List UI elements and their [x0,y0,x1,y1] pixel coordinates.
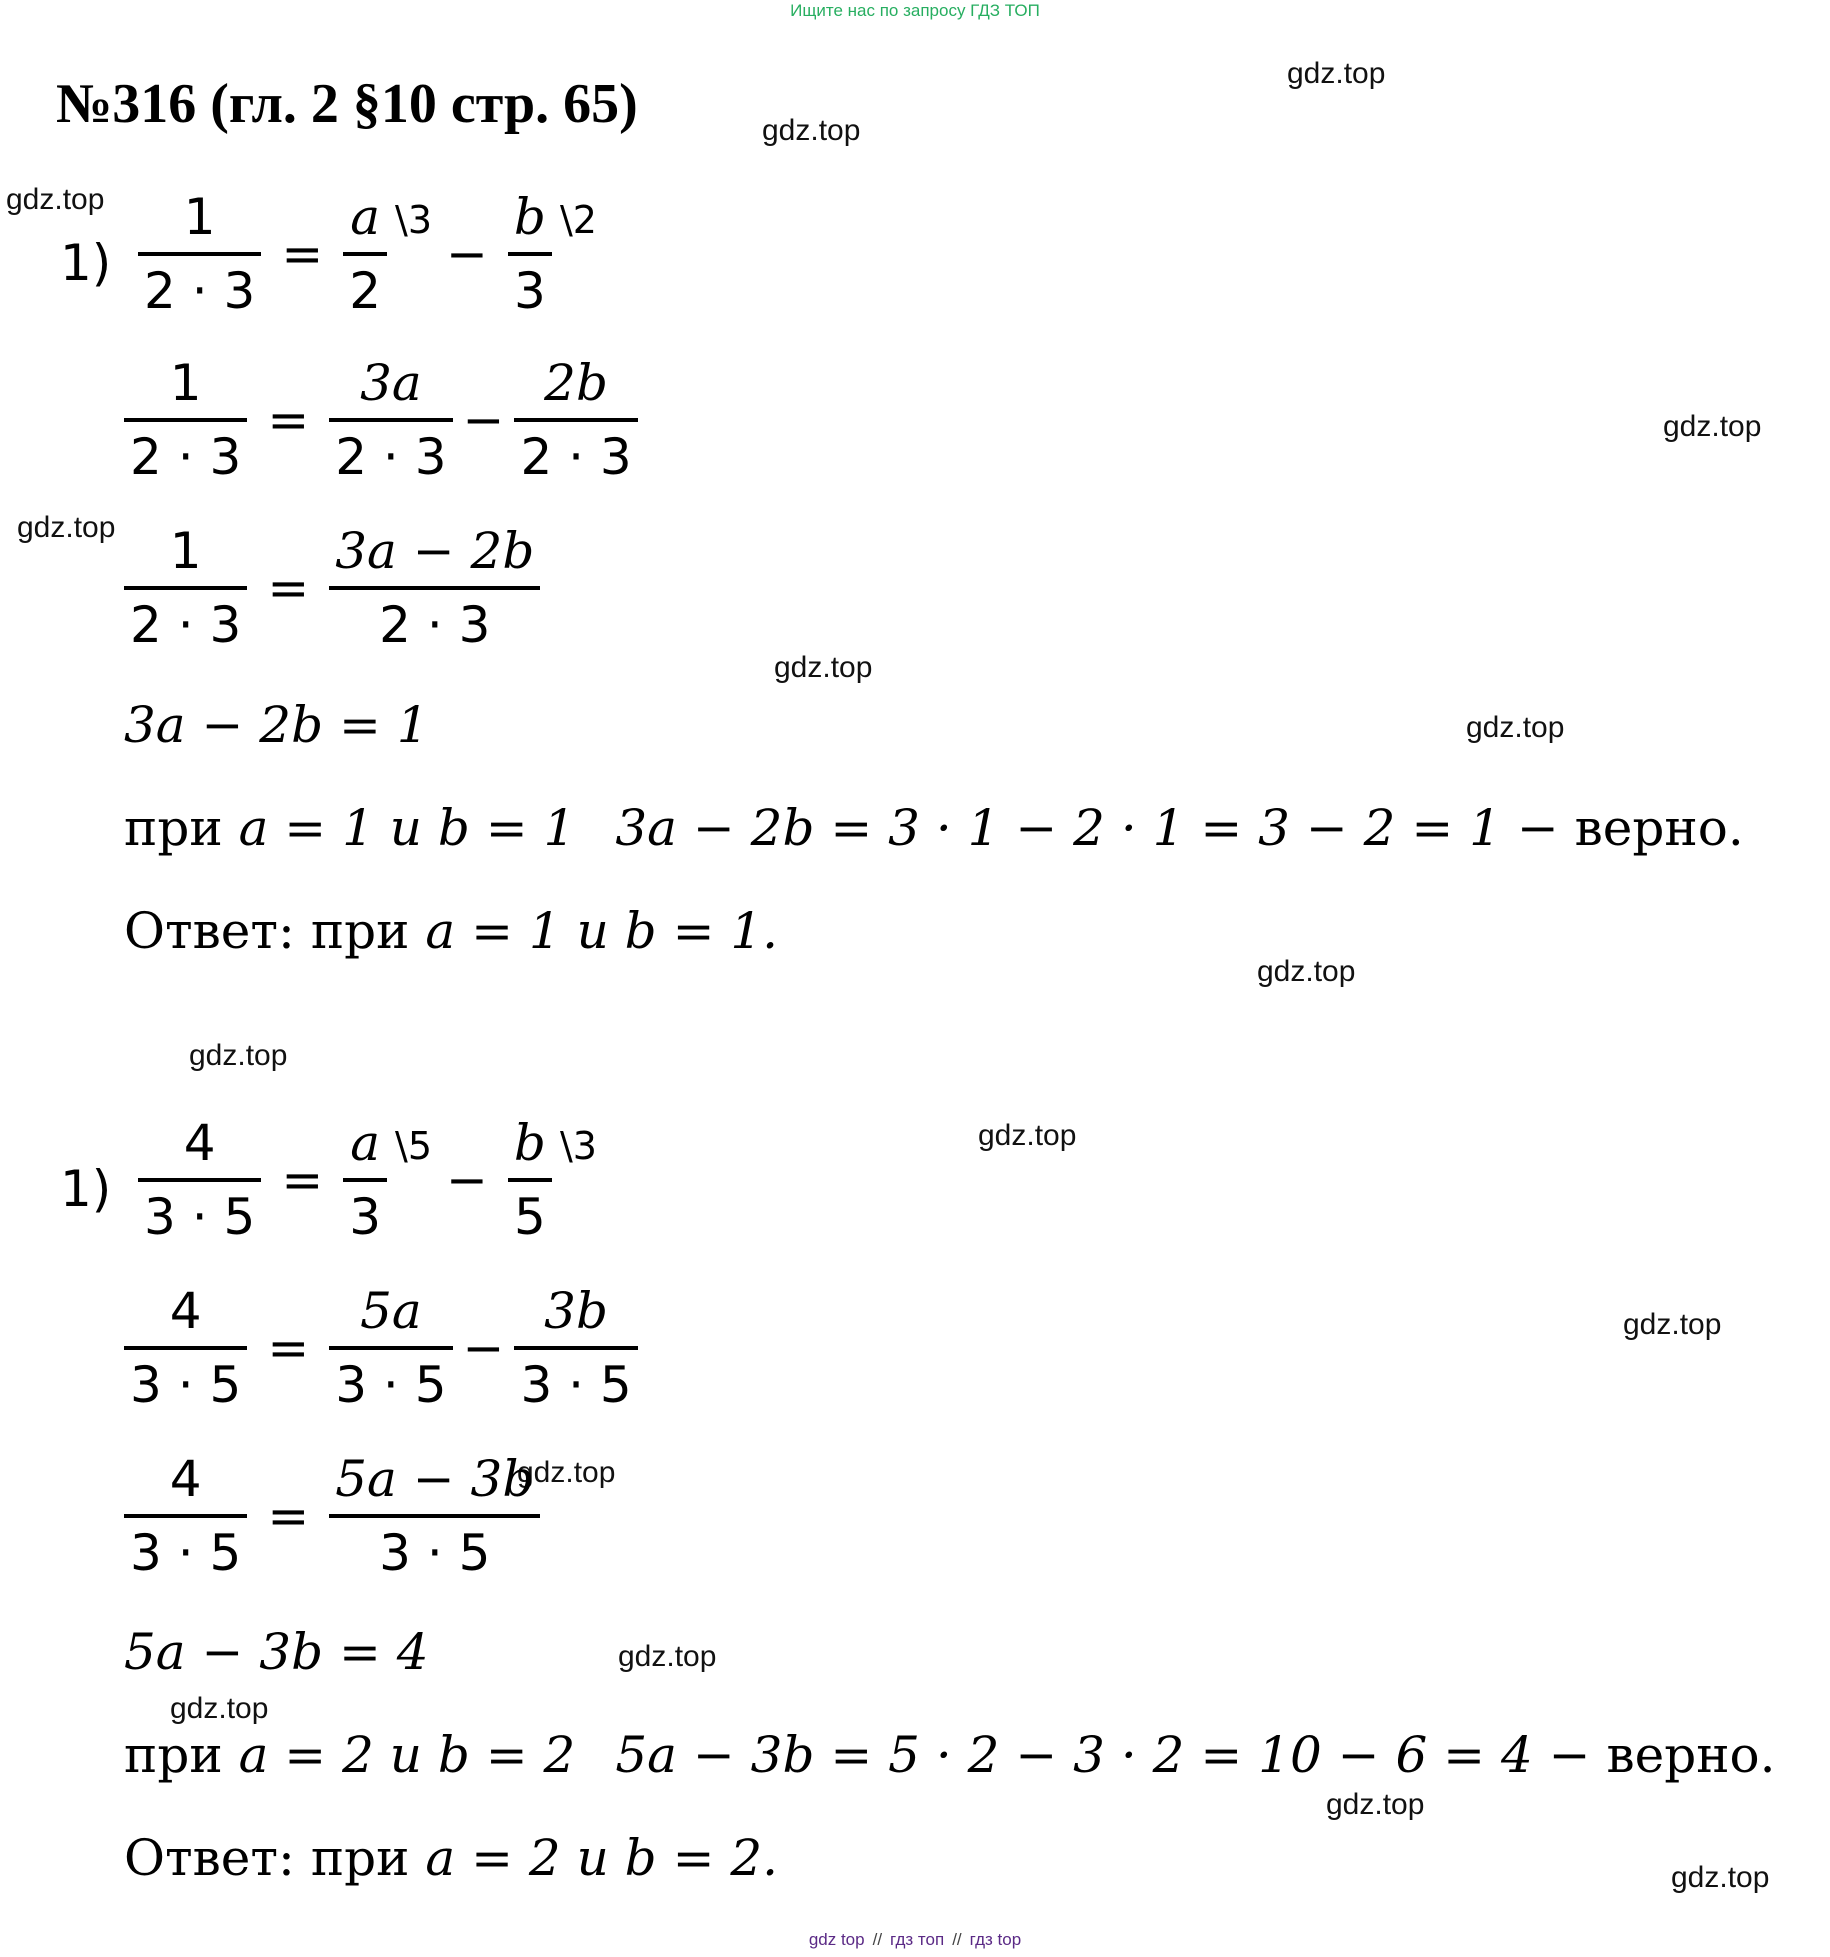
watermark: gdz.top [1326,1788,1425,1821]
watermark: gdz.top [170,1692,269,1725]
watermark: gdz.top [1257,955,1356,988]
part1-equation: 3a − 2b = 1 [124,696,429,754]
part2-row2: $\frac{4}{3 \cdot 5}$ = $\frac{5a}{3 \cdot 5}$ − $\frac{3b}{3 \cdot 5}$ [118,1286,644,1410]
watermark: gdz.top [517,1456,616,1489]
watermark: gdz.top [1466,711,1565,744]
watermark: gdz.top [1287,57,1386,90]
fraction-b: $\frac{b}{3}$ [508,192,552,316]
watermark: gdz.top [6,183,105,216]
part1-label: 1) [60,234,112,292]
part1-row1: $\frac{1}{2 \cdot 3}$ = $\frac{a}{2}$ \3 − $\frac{b}{3}$ \2 [132,192,597,316]
watermark: gdz.top [978,1119,1077,1152]
problem-title: №316 (гл. 2 §10 стр. 65) [56,73,638,135]
watermark: gdz.top [189,1039,288,1072]
fraction: $\frac{4}{3 \cdot 5}$ [138,1118,261,1242]
fraction-b: $\frac{b}{5}$ [508,1118,552,1242]
part1-answer: Ответ: при a = 1 и b = 1. [124,902,779,960]
fraction-a: $\frac{a}{2}$ [343,192,387,316]
watermark: gdz.top [1671,1861,1770,1894]
watermark: gdz.top [762,114,861,147]
footer-link[interactable]: гдз top [969,1930,1022,1949]
part2-answer: Ответ: при a = 2 и b = 2. [124,1829,779,1887]
part2-check: при a = 2 и b = 2 5a − 3b = 5 · 2 − 3 · 2 = 10 − 6 = 4 − верно. [124,1726,1776,1784]
part2-row3: $\frac{4}{3 \cdot 5}$ = $\frac{5a - 3b}{3 \cdot 5}$ [118,1454,546,1578]
part1-row2: $\frac{1}{2 \cdot 3}$ = $\frac{3a}{2 \cdot 3}$ − $\frac{2b}{2 \cdot 3}$ [118,358,644,482]
factor-a: \5 [395,1124,433,1168]
factor-b: \2 [559,198,597,242]
part1-check: при a = 1 и b = 1 3a − 2b = 3 · 1 − 2 · 1 = 3 − 2 = 1 − верно. [124,799,1744,857]
watermark: gdz.top [774,651,873,684]
part2-equation: 5a − 3b = 4 [124,1623,429,1681]
factor-a: \3 [395,198,433,242]
watermark: gdz.top [1663,410,1762,443]
part2-row1: $\frac{4}{3 \cdot 5}$ = $\frac{a}{3}$ \5 − $\frac{b}{5}$ \3 [132,1118,597,1242]
fraction: $\frac{1}{2 \cdot 3}$ [138,192,261,316]
watermark: gdz.top [618,1640,717,1673]
watermark: gdz.top [17,511,116,544]
top-banner: Ищите нас по запросу ГДЗ ТОП [790,1,1040,20]
footer-link[interactable]: гдз топ [890,1930,945,1949]
part1-row3: $\frac{1}{2 \cdot 3}$ = $\frac{3a - 2b}{2 \cdot 3}$ [118,526,546,650]
footer-link[interactable]: gdz top [808,1930,865,1949]
part2-label: 1) [60,1160,112,1218]
factor-b: \3 [559,1124,597,1168]
fraction-a: $\frac{a}{3}$ [343,1118,387,1242]
watermark: gdz.top [1623,1308,1722,1341]
footer-links: gdz top // гдз топ // гдз top [808,1930,1022,1949]
